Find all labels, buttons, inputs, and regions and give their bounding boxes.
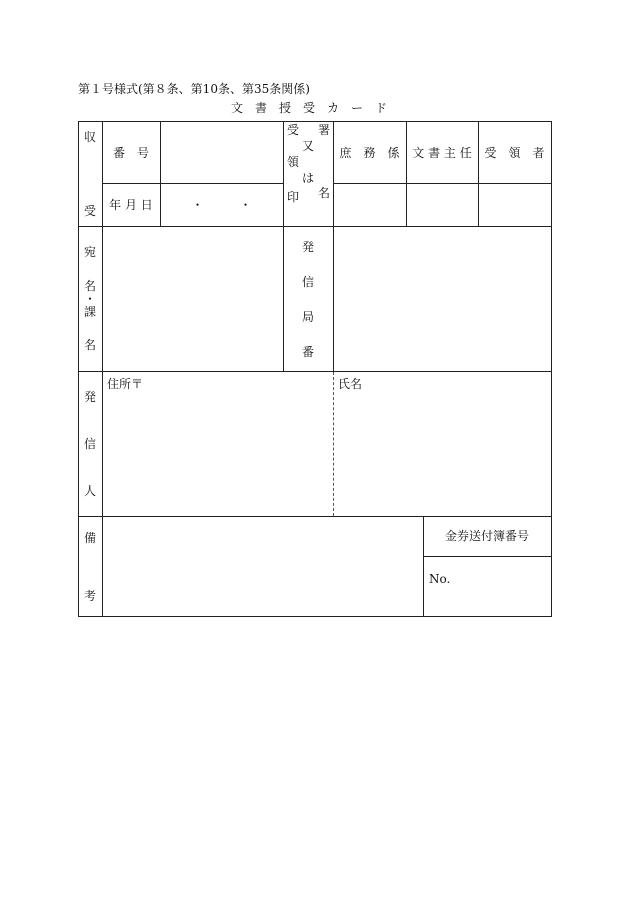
table-line <box>78 516 552 517</box>
table-line <box>551 121 552 617</box>
name-label: 氏名 <box>338 377 363 391</box>
table-line <box>423 556 552 557</box>
date-label: 年 月 日 <box>109 198 153 212</box>
station-label-char: 番 <box>302 345 315 359</box>
station-label-char: 局 <box>302 310 315 324</box>
role-document-chief: 文 書 主 任 <box>412 146 472 160</box>
receipt-label-top: 収 <box>84 130 97 144</box>
addressee-label-char: 名 <box>84 279 97 293</box>
sign-char: 受 <box>287 123 300 137</box>
addressee-label-char: 名 <box>84 338 97 352</box>
form-caption: 第１号様式(第８条、第10条、第35条関係) <box>78 82 310 96</box>
station-label-char: 信 <box>302 275 315 289</box>
sender-label-char: 人 <box>84 484 97 498</box>
remarks-label-char: 備 <box>84 531 97 545</box>
table-line <box>102 121 103 617</box>
role-recipient: 受 領 者 <box>484 146 545 160</box>
table-dashed-line <box>333 372 334 516</box>
addressee-label-char: 宛 <box>84 245 97 259</box>
table-line <box>78 121 79 617</box>
sign-char: 署 <box>318 123 331 137</box>
number-label: 番 号 <box>112 146 149 160</box>
addressee-label-char: ・ <box>84 292 97 306</box>
station-label-char: 発 <box>302 240 315 254</box>
sign-char: 名 <box>318 186 331 200</box>
address-label: 住所〒 <box>107 377 144 391</box>
addressee-label-char: 課 <box>84 305 97 319</box>
voucher-no-label: No. <box>429 572 451 586</box>
number-value-field[interactable] <box>162 124 282 182</box>
sign-char: 又 <box>302 139 315 153</box>
table-line <box>78 226 552 227</box>
table-line <box>102 183 283 184</box>
table-line <box>406 121 407 226</box>
form-title: 文書授受カード <box>230 101 399 115</box>
table-line <box>78 616 552 617</box>
remarks-label-char: 考 <box>84 589 97 603</box>
date-separators: ・ ・ <box>191 198 252 212</box>
sign-char: は <box>302 171 315 185</box>
sign-char: 領 <box>287 155 300 169</box>
voucher-register-label: 金券送付簿番号 <box>444 529 529 543</box>
sender-label-char: 発 <box>84 390 97 404</box>
sign-char: 印 <box>287 190 300 204</box>
table-line <box>333 183 552 184</box>
table-line <box>78 121 552 122</box>
role-general-affairs: 庶 務 係 <box>339 146 400 160</box>
sender-label-char: 信 <box>84 437 97 451</box>
table-line <box>478 121 479 226</box>
table-line <box>78 371 552 372</box>
receipt-label-bottom: 受 <box>84 204 97 218</box>
table-line <box>283 121 284 371</box>
